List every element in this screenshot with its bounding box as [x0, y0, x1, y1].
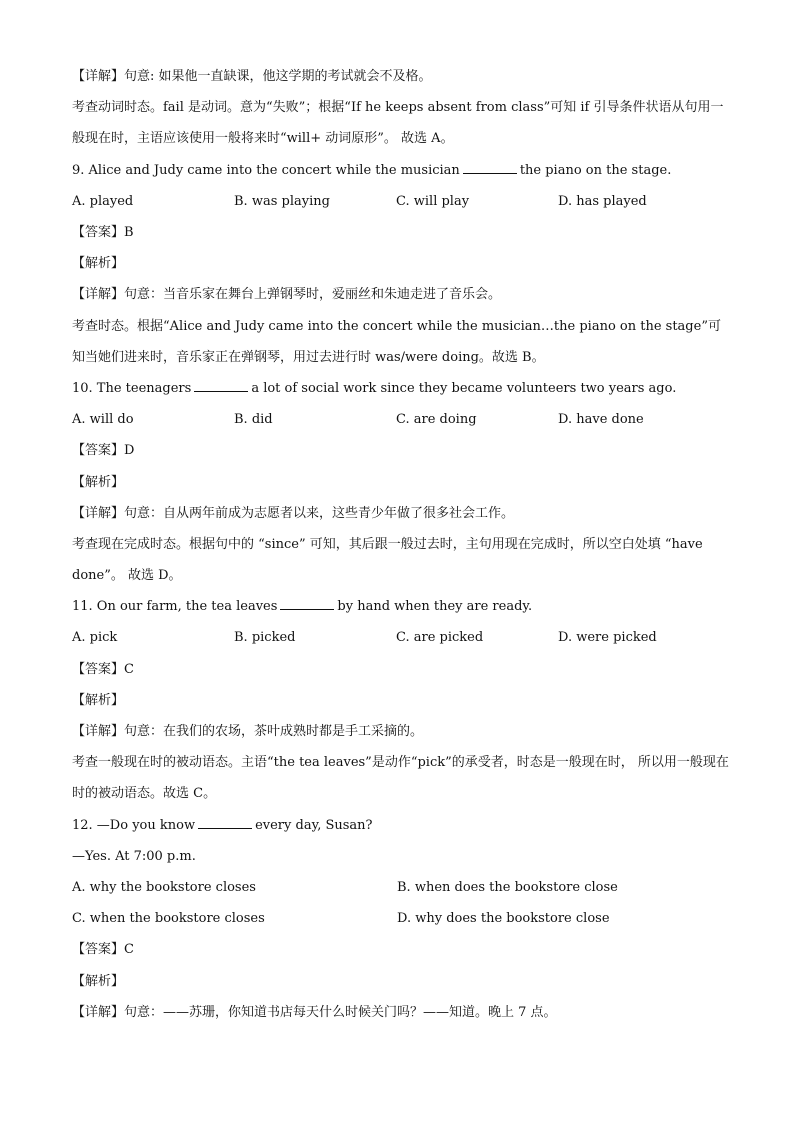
text-line: 【详解】句意: 如果他一直缺课，他这学期的考试就会不及格。: [72, 69, 432, 84]
option-item: C. when the bookstore closes: [72, 911, 265, 927]
answer-blank: [198, 827, 252, 829]
question-line: [72, 591, 732, 622]
text-line: 【解析】: [72, 474, 125, 490]
text-line: 考查一般现在时的被动语态。主语“the tea leaves”是动作“pick”的承受者，时态是一般现在时， 所以用一般现在时的被动语态。故选 C。: [72, 755, 729, 802]
text-line: 考查现在完成时态。根据句中的 “since” 可知，其后跟一般过去时，主句用现在完成时，所以空白处填 “have done”。 故选 D。: [72, 536, 703, 584]
text-line: —Yes. At 7:00 p.m.: [72, 848, 196, 864]
option-item: A. played: [72, 193, 134, 209]
option-item: B. was playing: [234, 193, 330, 209]
question-line: [72, 373, 732, 404]
document-page: [72, 61, 732, 1028]
text-line: 【答案】C: [72, 661, 134, 677]
question-line: [72, 155, 732, 186]
question-text-after: by hand when they are ready.: [337, 599, 533, 615]
option-item: D. have done: [558, 412, 644, 428]
options-row: [72, 186, 732, 217]
text-line: 【解析】: [72, 692, 125, 708]
question-line: [72, 810, 732, 841]
text-line: 【详解】句意：在我们的农场，茶叶成熟时都是手工采摘的。: [72, 724, 424, 740]
text-line: 【详解】句意：当音乐家在舞台上弹钢琴时，爱丽丝和朱迪走进了音乐会。: [72, 287, 502, 303]
text-line: 【答案】C: [72, 942, 134, 958]
text-line: 考查动词时态。fail 是动词。意为“失败”；根据“If he keeps absent from class”可知 if 引导条件状语从句用一般现在时，主语应该使用一般将来时“will+ 动词原形”。 故选 A。: [72, 100, 724, 147]
option-item: D. why does the bookstore close: [397, 911, 610, 927]
text-line: 【答案】B: [72, 224, 134, 240]
options-row: [72, 872, 732, 903]
text-line: 考查时态。根据“Alice and Judy came into the concert while the musician…the piano on the stage”可知当她们进来时，音乐家正在弹钢琴，用过去进行时 was/were doing。故选 B。: [72, 318, 721, 365]
text-line: 【解析】: [72, 256, 125, 272]
question-text-before: 12. —Do you know: [72, 817, 196, 833]
options-row: [72, 404, 732, 435]
option-item: D. were picked: [558, 630, 657, 646]
text-line: 【解析】: [72, 973, 125, 989]
text-line: 【详解】句意：自从两年前成为志愿者以来，这些青少年做了很多社会工作。: [72, 505, 515, 521]
option-item: C. are picked: [396, 630, 484, 646]
options-row: [72, 622, 732, 653]
option-item: B. did: [234, 412, 273, 428]
options-row: [72, 903, 732, 934]
text-line: 【答案】D: [72, 443, 135, 459]
option-item: B. when does the bookstore close: [397, 880, 618, 895]
text-line: 【详解】句意：——苏珊，你知道书店每天什么时候关门吗？——知道。晚上 7 点。: [72, 1004, 557, 1020]
question-text-after: a lot of social work since they became volunteers two years ago.: [251, 380, 677, 396]
option-item: B. picked: [234, 630, 296, 646]
option-item: A. pick: [72, 630, 118, 646]
answer-blank: [194, 390, 248, 392]
option-item: A. why the bookstore closes: [72, 880, 256, 895]
question-text-before: 11. On our farm, the tea leaves: [72, 599, 278, 615]
answer-blank: [280, 608, 334, 610]
option-item: C. will play: [396, 193, 470, 209]
question-text-before: 10. The teenagers: [72, 380, 192, 396]
answer-blank: [463, 172, 517, 174]
option-item: A. will do: [72, 412, 134, 428]
question-text-after: every day, Susan?: [255, 817, 373, 833]
option-item: C. are doing: [396, 412, 477, 428]
question-text-after: the piano on the stage.: [519, 162, 672, 178]
question-text-before: 9. Alice and Judy came into the concert while the musician: [72, 162, 460, 178]
option-item: D. has played: [558, 193, 647, 209]
